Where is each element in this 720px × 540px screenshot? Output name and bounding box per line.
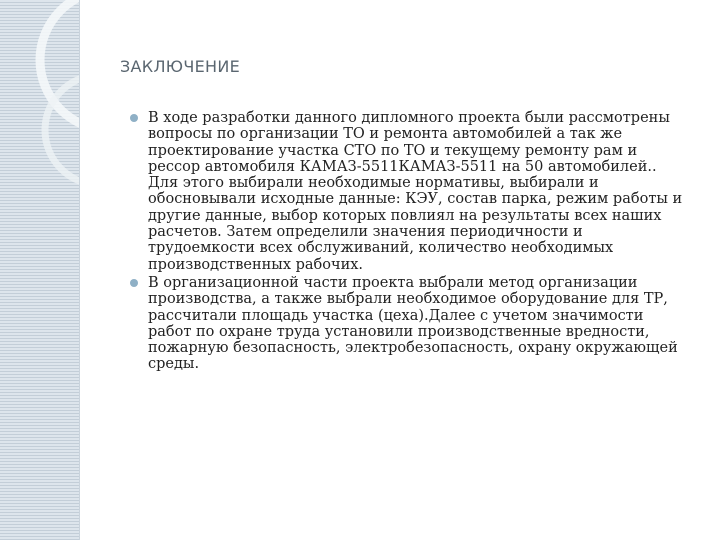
circle-bullet-icon <box>130 114 138 122</box>
bullet-item <box>130 110 690 273</box>
bullet-item <box>130 275 690 373</box>
slide-title: ЗАКЛЮЧЕНИЕ <box>120 57 241 76</box>
decorative-sidebar <box>0 0 80 540</box>
bullet-text: В ходе разработки данного дипломного проекта были рассмотрены вопросы по организации ТО и ремонта автомобилей а так же проектирование участка СТО по ТО и текущему ремонту рам и рессор автомобиля КАМАЗ-5511КАМАЗ-5511 на 50 автомобилей.. Для этого выбирали необходимые нормативы, выбирали и обосновывали исходные данные: КЭУ, состав парка, режим работы и другие данные, выбор которых повлиял на результаты всех наших расчетов. Затем определили значения периодичности и трудоемкости всех обслуживаний, количество необходимых производственных рабочих. <box>148 110 683 273</box>
decorative-arcs <box>0 0 79 540</box>
bullet-text: В организационной части проекта выбрали метод организации производства, а также выбрали необходимое оборудование для ТР, рассчитали площадь участка (цеха).Далее с учетом значимости работ по охране труда установили производственные вредности, пожарную безопасность, электробезопасность, охрану окружающей среды. <box>148 274 678 373</box>
bullet-list <box>130 110 690 375</box>
circle-bullet-icon <box>130 279 138 287</box>
